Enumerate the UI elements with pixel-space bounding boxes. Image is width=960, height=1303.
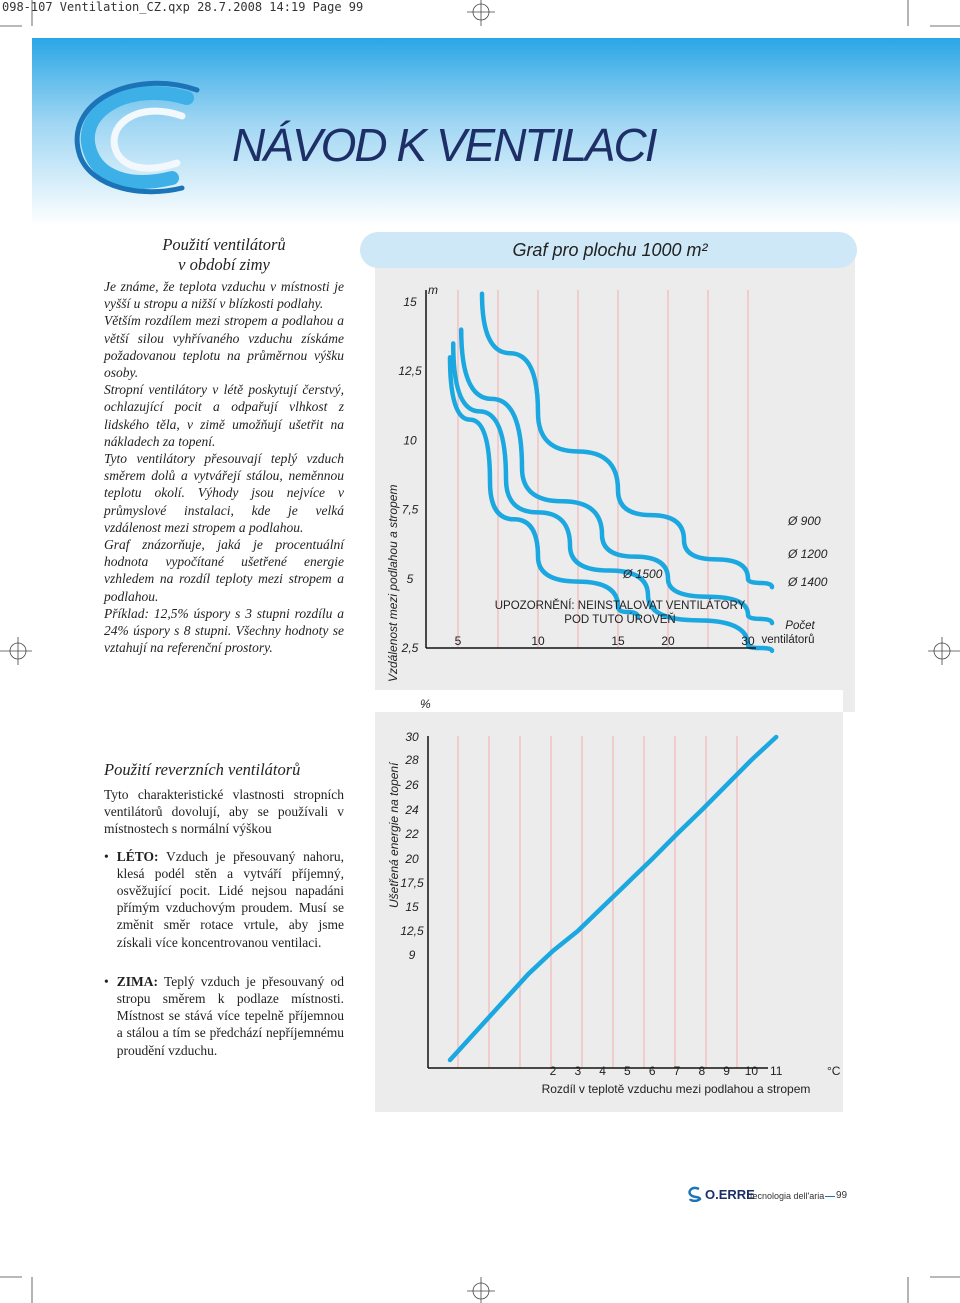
- series-label: Ø 1200: [788, 547, 828, 561]
- bullet-label: LÉTO:: [116, 848, 159, 864]
- bullet-icon: •: [104, 973, 109, 989]
- chart-energy-saving: [360, 690, 860, 1120]
- brand-tagline: tecnologia dell'aria: [750, 1191, 825, 1201]
- y-tick-label: 12,5: [398, 364, 422, 379]
- paragraph: Graf znázorňuje, jaká je procentuální hodnota vypočítané ušetřené energie vzhledem na rozdíl teploty mezi stropem a podlahou.: [104, 537, 344, 604]
- x-tick-label: 5: [624, 1064, 631, 1078]
- y-tick-label: 15: [405, 900, 419, 914]
- y-unit-label: %: [420, 697, 431, 711]
- x-tick-label: 11: [769, 1064, 783, 1078]
- y-axis-label: Ušetřená energie na topení: [387, 762, 401, 908]
- page-number: 99: [836, 1190, 848, 1201]
- x-tick-label: 4: [599, 1064, 606, 1078]
- chart-panel: [375, 712, 843, 1112]
- y-tick-label: 30: [405, 730, 419, 744]
- x-tick-label: 15: [611, 634, 625, 648]
- y-tick-label: 10: [403, 433, 417, 448]
- x-tick-label: 5: [454, 634, 462, 648]
- paragraph: Stropní ventilátory v létě poskytují čerstvý, ochlazující pocit a odpařují vlhkost z lidského těla, v zimě umožňují ušetřit na nákladech za topení.: [104, 382, 344, 449]
- x-tick-label: 9: [723, 1064, 730, 1078]
- x-tick-label: 10: [531, 634, 545, 648]
- oerre-logo-icon: [687, 1186, 703, 1202]
- y-axis-label: Vzdálenost mezi podlahou a stropem: [386, 484, 400, 682]
- brand-logo: O.ERRE: [705, 1187, 755, 1202]
- series-label: Ø 1500: [623, 567, 663, 581]
- x-axis-label-line1: Počet: [785, 620, 815, 632]
- x-axis-label-line2: ventilátorů: [761, 634, 815, 646]
- paragraph: Příklad: 12,5% úspory s 3 stupni rozdílu a 24% úspory s 8 stupni. Všechny hodnoty se vztahují na referenční prostory.: [104, 605, 344, 656]
- bullet-label: ZIMA:: [116, 973, 158, 989]
- printer-slug: 098-107 Ventilation_CZ.qxp 28.7.2008 14:19 Page 99: [2, 0, 364, 14]
- x-axis-label: Rozdíl v teplotě vzduchu mezi podlahou a stropem: [541, 1082, 811, 1096]
- section-heading-winter: Použití ventilátorů v období zimy: [162, 235, 286, 274]
- x-tick-label: 2: [549, 1064, 557, 1078]
- section-body-reverse: [104, 786, 344, 1059]
- y-tick-label: 9: [408, 948, 416, 962]
- x-tick-label: 20: [661, 634, 675, 648]
- y-tick-label: 20: [405, 852, 419, 866]
- y-tick-label: 26: [405, 778, 419, 792]
- chart-title: Graf pro plochu 1000 m²: [512, 240, 708, 260]
- footer-rule: [825, 1196, 835, 1197]
- section-body-winter: [104, 278, 344, 656]
- chart-fan-count: [360, 232, 860, 712]
- y-tick-label: 12,5: [400, 924, 424, 938]
- x-tick-label: 6: [648, 1064, 656, 1078]
- bullet-icon: •: [104, 848, 109, 864]
- y-tick-label: 15: [403, 295, 417, 309]
- y-tick-label: 28: [405, 753, 419, 767]
- x-tick-label: 7: [673, 1064, 681, 1078]
- x-unit-label: °C: [827, 1064, 841, 1078]
- series-label: Ø 900: [788, 514, 821, 528]
- y-tick-label: 22: [405, 827, 419, 841]
- list-item-winter: • ZIMA: Teplý vzduch je přesouvaný od stropu směrem k podlaze místnosti. Místnost se stává více tepelně příjemnou a stálou a tím se předchází nepříjemnému proudění vzduchu.: [104, 973, 344, 1058]
- paragraph: Je známe, že teplota vzduchu v místnosti je vyšší u stropu a nižší v blízkosti podlahy.: [104, 279, 344, 312]
- y-unit-label: m: [428, 283, 438, 297]
- y-tick-label: 5: [406, 571, 414, 586]
- x-tick-label: 8: [698, 1064, 706, 1078]
- paragraph: Větším rozdílem mezi stropem a podlahou a větší silou vyhřívaného vzduchu získáme požadovanou teplotu na průměrnou výšku osoby.: [104, 313, 344, 381]
- list-item-summer: • LÉTO: Vzduch je přesouvaný nahoru, klesá podél stěn a vytváří příjemný, osvěžující pocit. Lidé nejsou napadáni přímým vzduchovým proudem. Musí se změnit směr rotace vrtule, aby jsme získali více koncentrovanou ventilaci.: [104, 848, 344, 950]
- y-tick-label: 2,5: [401, 641, 419, 655]
- y-tick-label: 7,5: [401, 502, 419, 517]
- paragraph: Tyto charakteristické vlastnosti stropních ventilátorů dovolují, aby se používali v místnostech s normální výškou: [104, 787, 344, 837]
- y-tick-label: 24: [405, 803, 419, 817]
- paragraph: Tyto ventilátory přesouvají teplý vzduch směrem dolů a vytvářejí stálou, neměnnou teplotu okolí. Výhody jsou nejvíce v průmyslové instalaci, kde je velká vzdálenost mezi stropem a podlahou.: [104, 451, 344, 535]
- series-label: Ø 1400: [788, 575, 828, 589]
- x-tick-label: 30: [741, 634, 755, 648]
- x-tick-label: 3: [574, 1064, 582, 1078]
- page-title: NÁVOD K VENTILACI: [232, 119, 656, 171]
- y-tick-label: 17,5: [400, 876, 424, 890]
- section-heading-reverse: Použití reverzních ventilátorů: [104, 760, 301, 779]
- x-tick-label: 10: [744, 1064, 759, 1078]
- warning-label: UPOZORNĚNÍ: NEINSTALOVAT VENTILÁTORY POD TUTO ÚROVEŇ: [494, 600, 746, 626]
